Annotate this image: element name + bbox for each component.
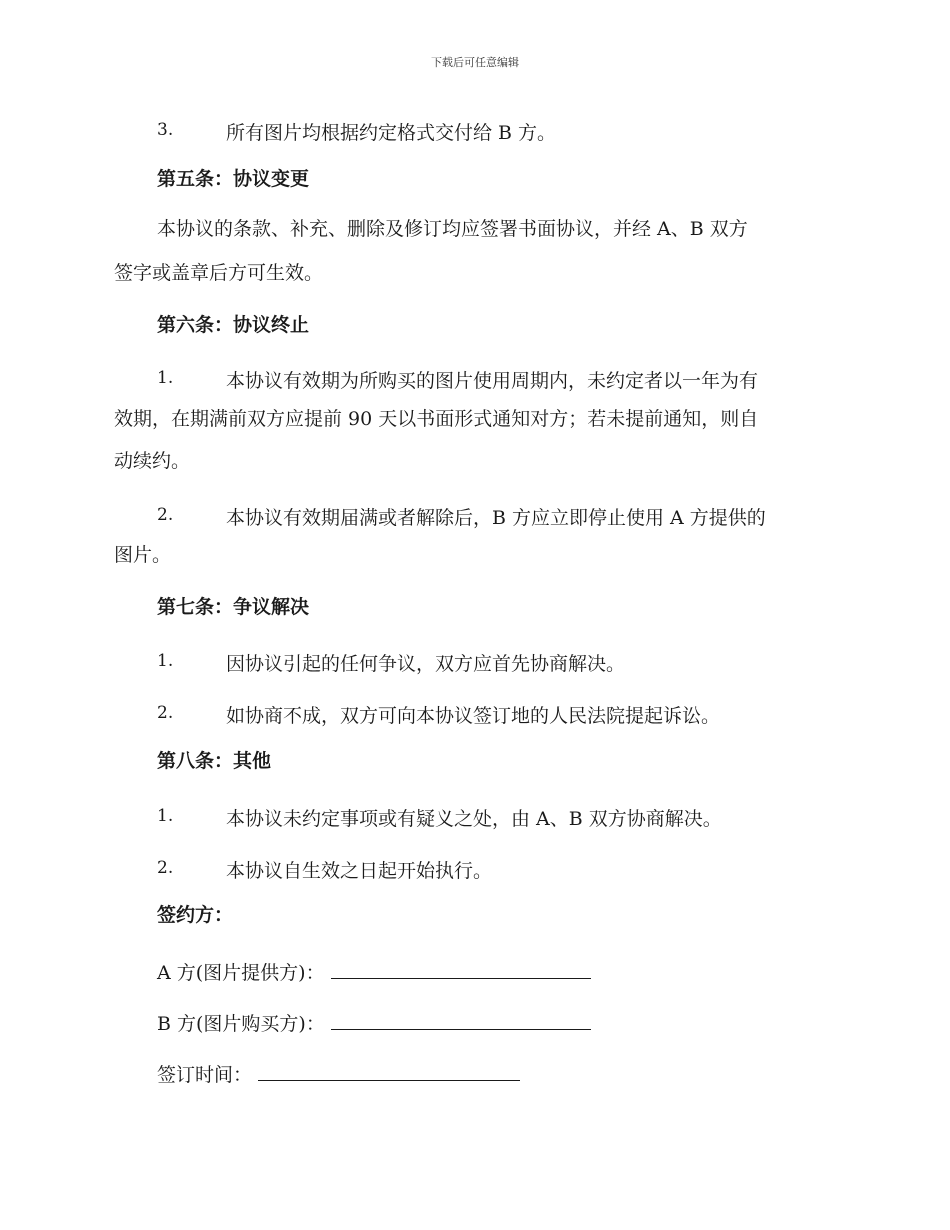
list-item-text: 本协议未约定事项或有疑义之处，由 A、B 双方协商解决。 [226,808,722,830]
party-b-signature-field[interactable] [331,1011,591,1030]
list-item-text: 因协议引起的任何争议，双方应首先协商解决。 [226,653,626,675]
paragraph-line: 签字或盖章后方可生效。 [114,262,324,284]
paragraph-line: 效期，在期满前双方应提前 90 天以书面形式通知对方；若未提前通知，则自 [114,408,759,430]
party-a-row [157,960,591,983]
list-number: 1. [157,368,174,388]
paragraph-line: 动续约。 [114,450,191,472]
signatories-heading: 签约方： [157,904,234,926]
paragraph-line: 图片。 [114,544,172,566]
article-7-heading: 第七条：争议解决 [157,596,310,618]
party-b-row [157,1011,591,1034]
list-number: 2. [157,505,174,525]
sign-time-row [157,1062,520,1085]
sign-time-field[interactable] [258,1062,520,1081]
list-number: 1. [157,806,174,826]
paragraph-line: 本协议的条款、补充、删除及修订均应签署书面协议，并经 A、B 双方 [157,218,748,240]
article-6-heading: 第六条：协议终止 [157,314,310,336]
list-number: 1. [157,651,174,671]
party-a-signature-field[interactable] [331,960,591,979]
list-item-text: 所有图片均根据约定格式交付给 B 方。 [226,122,557,144]
party-a-label: A 方(图片提供方)： [157,962,325,984]
list-item-text: 本协议有效期届满或者解除后，B 方应立即停止使用 A 方提供的 [226,507,766,529]
list-number: 2. [157,703,174,723]
article-5-heading: 第五条：协议变更 [157,168,310,190]
page-header: 下载后可任意编辑 [431,56,519,69]
list-number: 2. [157,858,174,878]
list-number: 3. [157,120,174,140]
party-b-label: B 方(图片购买方)： [157,1013,325,1035]
list-item-text: 如协商不成，双方可向本协议签订地的人民法院提起诉讼。 [226,705,721,727]
list-item-text: 本协议有效期为所购买的图片使用周期内，未约定者以一年为有 [226,370,759,392]
list-item-text: 本协议自生效之日起开始执行。 [226,860,493,882]
article-8-heading: 第八条：其他 [157,750,272,772]
sign-time-label: 签订时间： [157,1064,253,1086]
